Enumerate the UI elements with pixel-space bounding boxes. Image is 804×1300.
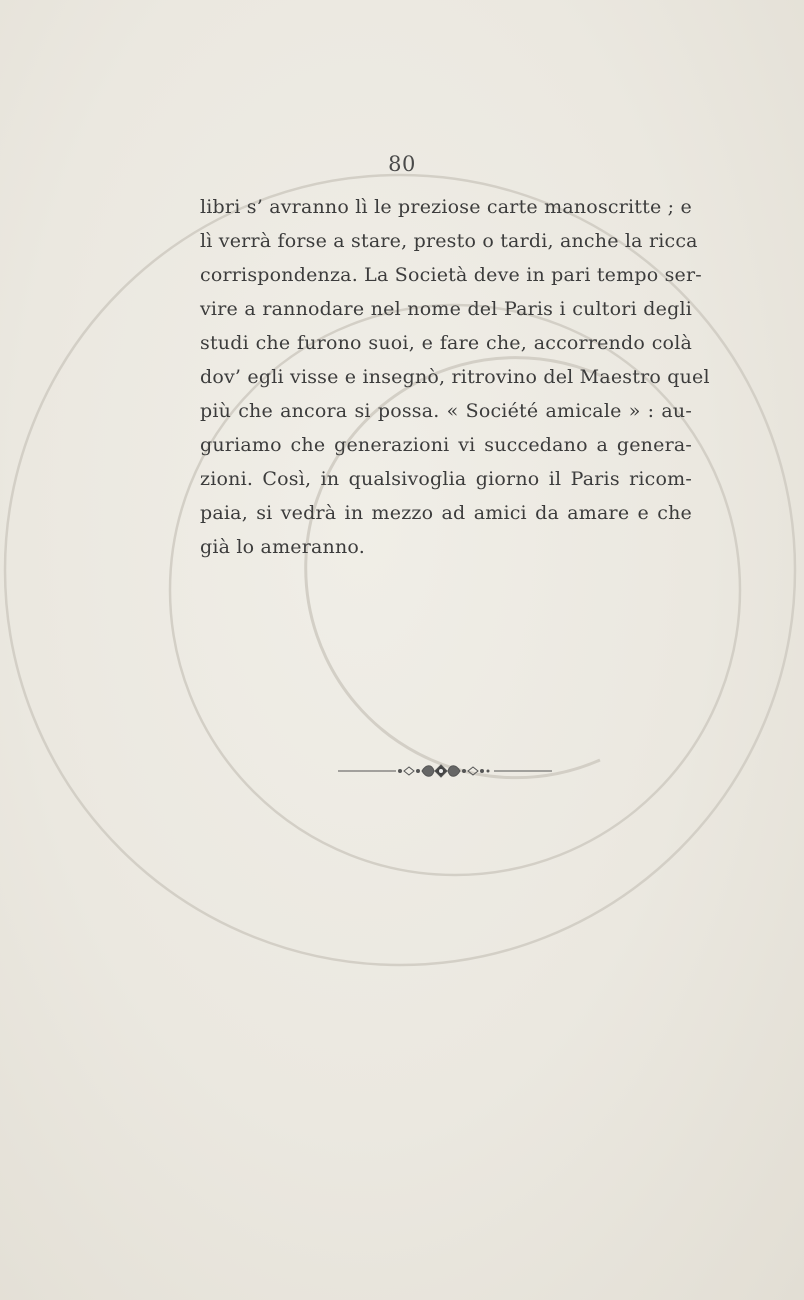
body-text [200, 190, 710, 564]
text-line: dov’ egli visse e insegnò, ritrovino del Maestro quel [200, 366, 710, 388]
text-line: vire a rannodare nel nome del Paris i cultori degli [200, 298, 692, 320]
text-line: corrispondenza. La Società deve in pari tempo ser- [200, 264, 702, 286]
text-line: studi che furono suoi, e fare che, accorrendo colà [200, 332, 692, 354]
text-line: più che ancora si possa. « Société amicale » : au- [200, 400, 692, 422]
text-line: paia, si vedrà in mezzo ad amici da amare e che [200, 502, 692, 524]
text-line: zioni. Così, in qualsivoglia giorno il Paris ricom- [200, 468, 692, 490]
text-line: lì verrà forse a stare, presto o tardi, anche la ricca [200, 230, 698, 252]
decorative-ornament-icon [338, 758, 552, 784]
page-number: 80 [388, 152, 416, 176]
text-line: libri s’ avranno lì le preziose carte manoscritte ; e [200, 196, 692, 218]
text-line: guriamo che generazioni vi succedano a genera- [200, 434, 692, 456]
text-line: già lo ameranno. [200, 536, 365, 558]
